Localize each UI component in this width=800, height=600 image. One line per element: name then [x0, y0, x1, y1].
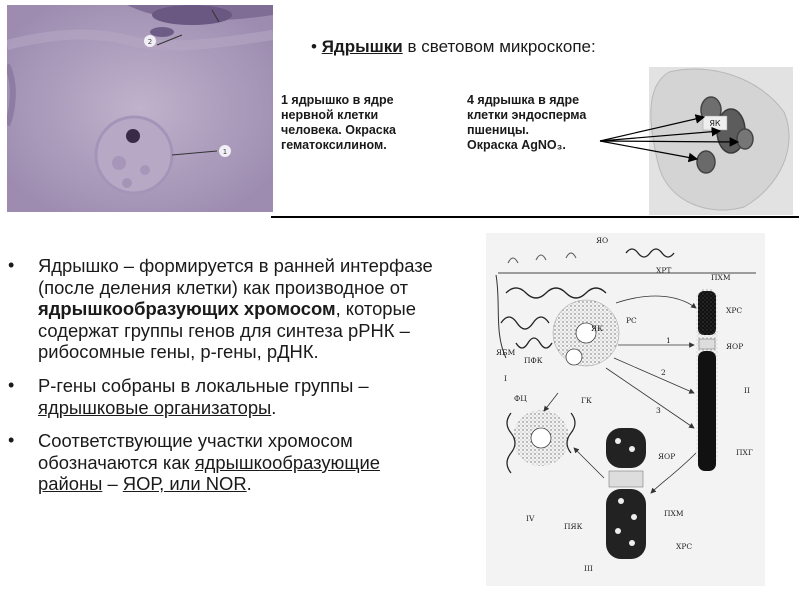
- bullet-text: Р-гены собраны в локальные группы –: [38, 374, 369, 396]
- label-rs: РС: [626, 316, 637, 325]
- slide-heading: [311, 37, 596, 57]
- label-num-1: 1: [666, 336, 671, 345]
- label-hrs: ХРС: [726, 306, 743, 315]
- bullet-text: –: [102, 473, 123, 495]
- label-yaor-2: ЯОР: [658, 452, 676, 461]
- nucleolus-label: ЯК: [709, 119, 721, 128]
- label-ybm: ЯБМ: [496, 348, 516, 357]
- heading-bullet: •: [311, 37, 317, 56]
- label-roman-4: IV: [526, 514, 535, 523]
- label-num-2: 2: [661, 368, 666, 377]
- nucleolus-3: [737, 129, 753, 149]
- bullet-text: .: [246, 473, 252, 495]
- bullet-item: [6, 375, 446, 418]
- label-gk: ГК: [581, 396, 592, 405]
- label-yao: ЯО: [596, 236, 609, 245]
- caption-line: нервной клетки: [281, 108, 379, 122]
- label-phg: ПХГ: [736, 448, 753, 457]
- label-hrt: ХРТ: [656, 266, 672, 275]
- section-divider: [271, 216, 799, 218]
- caption-wheat-cell: [467, 93, 632, 153]
- caption-line: клетки эндосперма: [467, 108, 587, 122]
- label-pyak: ПЯК: [564, 522, 583, 531]
- bullet-text: , которые содержат группы генов для синтеза рРНК – рибосомные гены, р-гены, рДНК.: [38, 298, 416, 363]
- nerve-cell-micrograph: [7, 5, 273, 212]
- link-nucleolar-regions[interactable]: ядрышкообразующие районы: [38, 451, 380, 495]
- caption-line: Окраска AgNO₃.: [467, 138, 566, 152]
- link-nor[interactable]: ЯОР, или NOR: [122, 473, 247, 495]
- label-roman-2: II: [744, 386, 750, 395]
- label-yaor: ЯОР: [726, 342, 744, 351]
- label-phm: ПХМ: [711, 273, 731, 282]
- bullet-text: Соответствующие участки хромосом обозначаются как: [38, 430, 353, 473]
- nucleolus-4: [697, 151, 715, 173]
- wheat-cell-micrograph: [649, 67, 793, 215]
- marker-1: 1: [222, 148, 228, 156]
- caption-line: человека. Окраска: [281, 123, 396, 137]
- label-roman-3: III: [584, 564, 593, 573]
- caption-line: гематоксилином.: [281, 138, 387, 152]
- label-yak: ЯК: [591, 324, 603, 333]
- caption-line: 4 ядрышка в ядре: [467, 93, 580, 107]
- bullet-bold-term: ядрышкообразующих хромосом: [38, 298, 336, 320]
- label-phm-2: ПХМ: [664, 509, 684, 518]
- bullet-text: Ядрышко – формируется в ранней интерфазе (после деления клетки) как производное от: [38, 255, 433, 298]
- bullet-item: [6, 430, 446, 495]
- caption-line: 1 ядрышко в ядре: [281, 93, 394, 107]
- caption-line: пшеницы.: [467, 123, 529, 137]
- label-roman-1: I: [504, 374, 507, 383]
- nucleolus-formation-diagram: [486, 233, 765, 586]
- heading-keyword: Ядрышки: [321, 37, 403, 56]
- label-pfk: ПФК: [524, 356, 543, 365]
- bullet-item: [6, 255, 446, 363]
- bullet-list: [6, 255, 446, 507]
- heading-rest: в световом микроскопе:: [407, 37, 596, 56]
- label-hrs-2: ХРС: [676, 542, 693, 551]
- marker-2: 2: [147, 38, 153, 46]
- caption-nerve-cell: [281, 93, 441, 153]
- label-fc: ФЦ: [514, 394, 527, 403]
- label-num-3: 3: [656, 406, 661, 415]
- link-nucleolar-organizers[interactable]: ядрышковые организаторы: [38, 396, 272, 418]
- bullet-text: .: [271, 396, 277, 418]
